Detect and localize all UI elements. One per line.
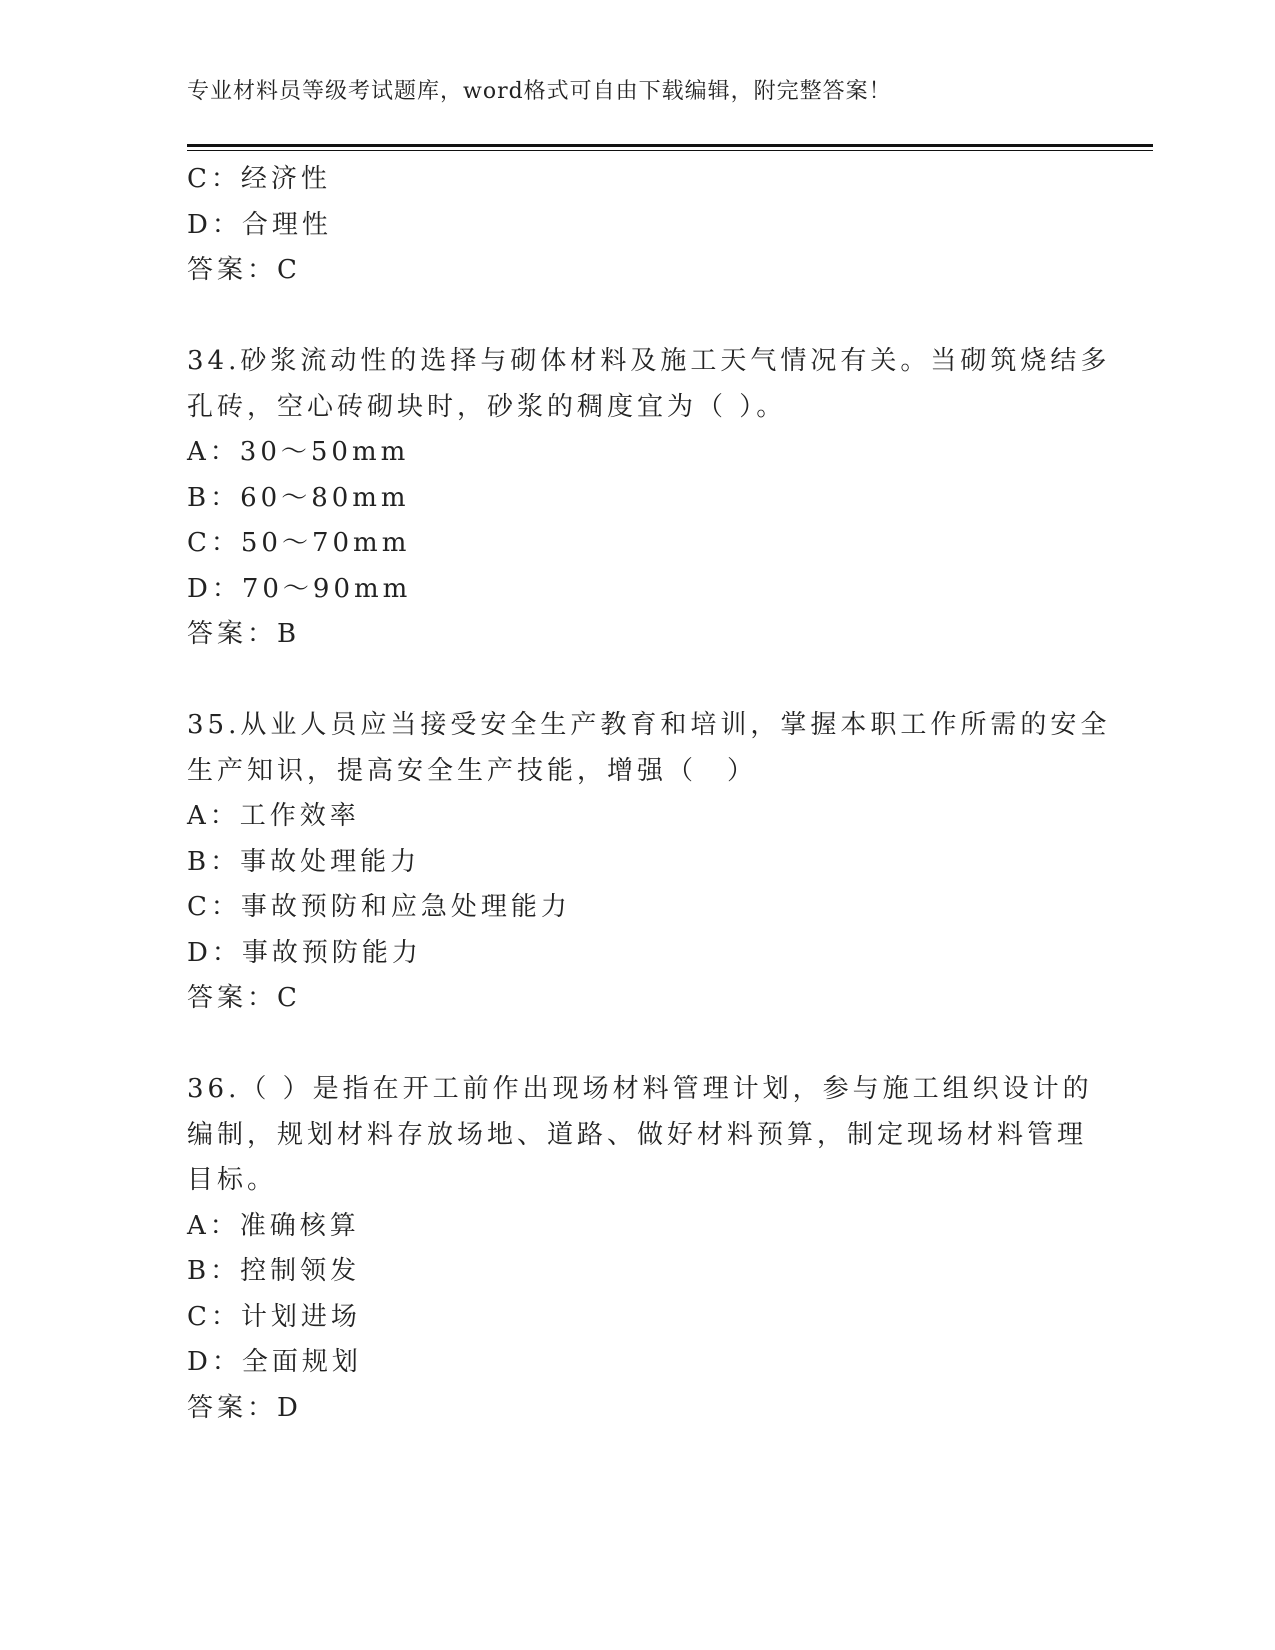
option-d: D：合理性 xyxy=(187,209,332,240)
option-c: C：经济性 xyxy=(187,164,331,194)
question-35-option-c: C：事故预防和应急处理能力 xyxy=(187,892,571,922)
question-35-option-b: B：事故处理能力 xyxy=(187,846,421,877)
question-34-text-line-1: 34.砂浆流动性的选择与砌体材料及施工天气情况有关。当砌筑烧结多 xyxy=(187,346,1111,376)
question-36-option-a: A：准确核算 xyxy=(187,1210,360,1241)
page-header: 专业材料员等级考试题库，word格式可自由下载编辑，附完整答案！ xyxy=(187,79,892,104)
question-36-answer: 答案：D xyxy=(187,1392,302,1423)
answer-line: 答案：C xyxy=(187,255,301,285)
question-36-option-d: D：全面规划 xyxy=(187,1347,362,1377)
question-34-option-a: A：30～50mm xyxy=(187,437,410,467)
question-34-answer: 答案：B xyxy=(187,619,301,649)
question-35-text-line-2: 生产知识，提高安全生产技能，增强（ ） xyxy=(187,755,758,786)
question-34-option-d: D：70～90mm xyxy=(187,573,412,604)
header-divider-thick xyxy=(187,144,1153,147)
spacer xyxy=(187,658,1087,704)
question-35-option-d: D：事故预防能力 xyxy=(187,937,422,968)
question-36-text-line-2: 编制，规划材料存放场地、道路、做好材料预算，制定现场材料管理 xyxy=(187,1119,1088,1150)
header-divider-thin xyxy=(187,150,1153,151)
spacer xyxy=(187,1022,1087,1068)
spacer xyxy=(187,294,1087,340)
question-34-option-c: C：50～70mm xyxy=(187,528,411,558)
question-36-option-c: C：计划进场 xyxy=(187,1301,361,1332)
question-36-text-line-3: 目标。 xyxy=(187,1165,278,1195)
question-36-text-line-1: 36.（ ）是指在开工前作出现场材料管理计划，参与施工组织设计的 xyxy=(187,1074,1093,1104)
question-35-text-line-1: 35.从业人员应当接受安全生产教育和培训，掌握本职工作所需的安全 xyxy=(187,710,1111,740)
question-content xyxy=(187,157,1111,1431)
question-34-option-b: B：60～80mm xyxy=(187,482,410,513)
question-34-text-line-2: 孔砖，空心砖砌块时，砂浆的稠度宜为（ ）。 xyxy=(187,391,787,422)
question-36-option-b: B：控制领发 xyxy=(187,1256,361,1286)
question-35-option-a: A：工作效率 xyxy=(187,801,360,831)
question-35-answer: 答案：C xyxy=(187,983,301,1013)
